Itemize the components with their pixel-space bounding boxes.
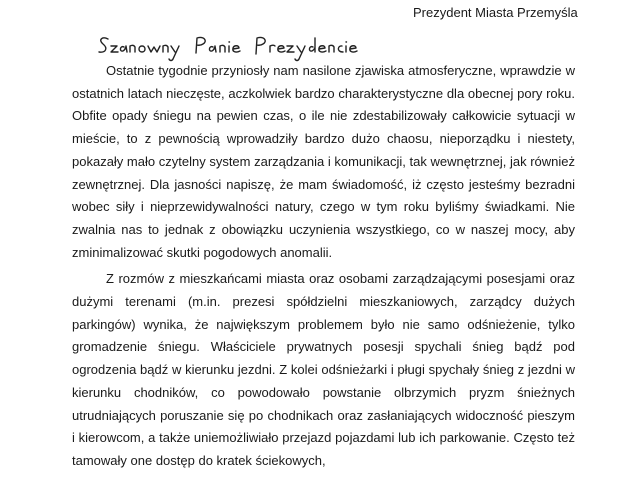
sender-title: Prezydent Miasta Przemyśla xyxy=(413,5,578,20)
handwritten-salutation-drawing xyxy=(96,33,361,63)
letter-body xyxy=(72,60,575,473)
body-paragraph: Ostatnie tygodnie przyniosły nam nasilone zjawiska atmosferyczne, wprawdzie w ostatnich latach nieczęste, aczkolwiek bardzo charakterystyczne dla obecnej pory roku. Obfite opady śniegu na pewien czas, o ile nie zdestabilizowały całkowicie sytuacji w mieście, to z pewnością wprowadziły bardzo dużo chaosu, nieporządku i niestety, pokazały mało czytelny system zarządzania i komunikacji, tak wewnętrznej, jak również zewnętrznej. Dla jasności napiszę, że mam świadomość, iż często jesteśmy bezradni wobec siły i nieprzewidywalności natury, czego w tym roku byliśmy świadkami. Nie zwalnia nas to jednak z obowiązku uczynienia wszystkiego, co w naszej mocy, aby zminimalizować skutki pogodowych anomalii. xyxy=(72,63,575,260)
handwritten-salutation xyxy=(96,33,361,63)
body-paragraph: Z rozmów z mieszkańcami miasta oraz osobami zarządzającymi posesjami oraz dużymi terenami (m.in. prezesi spółdzielni mieszkaniowych, zarządcy dużych parkingów) wynika, że największym problemem było nie samo odśnieżenie, tylko gromadzenie śniegu. Właściciele prywatnych posesji spychali śnieg bądź pod ogrodzenia bądź w kierunku jezdni. Z kolei odśnieżarki i pługi spychały śnieg z jezdni w kierunku chodników, co powodowało powstanie olbrzymich pryzm śnieżnych utrudniających poruszanie się po chodnikach oraz zasłaniających widoczność pieszym i kierowcom, a także uniemożliwiało przejazd pojazdami lub ich parkowanie. Często też tamowały one dostęp do kratek ściekowych, xyxy=(72,271,575,468)
